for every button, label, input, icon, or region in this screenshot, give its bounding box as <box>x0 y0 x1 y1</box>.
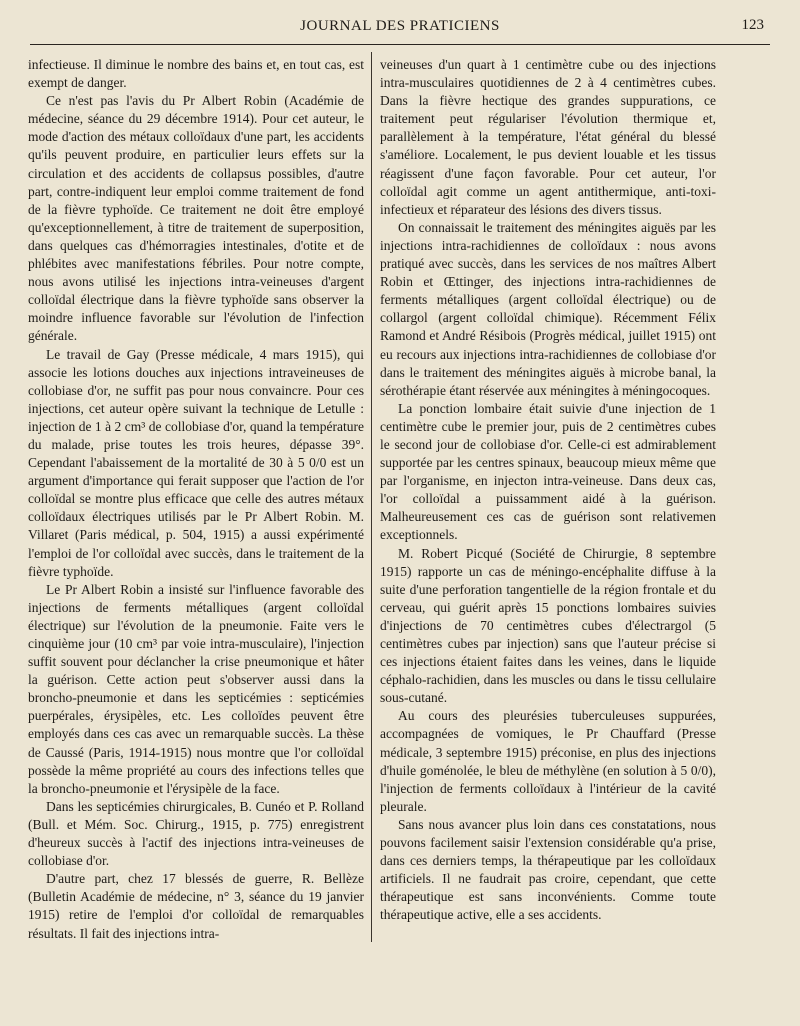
page-header <box>30 14 770 45</box>
paragraph: M. Robert Picqué (Société de Chirurgie, 8 septembre 1915) rapporte un cas de méningo-encéphalite diffuse à la suite d'une perforation tangentielle de la région frontale et du cerveau, qui guérit après 15 ponctions lombaires suivies d'injections de 70 centimètres cubes d'électrargol (5 centimètres cubes par injection) sans que l'auteur précise si ces injections étaient faites dans les veines, dans le liquide céphalo-rachidien, dans les muscles ou dans le tissu cellulaire sous-cutané. <box>380 545 716 706</box>
column-divider <box>371 52 372 942</box>
paragraph: Le travail de Gay (Presse médicale, 4 mars 1915), qui associe les lotions douches aux injections intraveineuses de collobiase d'or, ne suffit pas pour nous convaincre. Pour ces injections, cet auteur opère suivant la technique de Letulle : injection de 1 à 2 cm³ de collobiase d'or, quand la température du malade, prise toutes les trois heures, dépasse 39°. Cependant l'abaissement de la mortalité de 30 à 5 0/0 est un argument d'importance qui ferait supposer que l'action de l'or colloïdal se montre plus efficace que celle des autres métaux colloïdaux électriques utilisés par le Pr Albert Robin. M. Villaret (Paris médical, p. 504, 1915) a aussi expérimenté l'emploi de l'or colloïdal avec succès, dans le traitement de la fièvre typhoïde. <box>28 346 364 579</box>
paragraph: D'autre part, chez 17 blessés de guerre, R. Bellèze (Bulletin Académie de médecine, n° 3, séance du 19 janvier 1915) retire de l'emploi d'or colloïdal de remarquables résultats. Il fait des injections intra- <box>28 871 364 941</box>
paragraph: On connaissait le traitement des méningites aiguës par les injections intra-rachidiennes de colloïdaux : nous avons pratiqué avec succès, dans les services de nos maîtres Albert Robin et Œttinger, des injections intra-rachidiennes de ferments métalliques (argent colloïdal électrique) ou de collargol (argent colloïdal chimique). Récemment Félix Ramond et André Résibois (Progrès médical, juillet 1915) ont eu recours aux injections intra-rachidiennes de collobiase d'or dans le traitement des méningites aiguës à microbe banal, la sérothérapie étant réservée aux méningites à méningocoques. <box>380 219 716 398</box>
paragraph: infectieuse. Il diminue le nombre des bains et, en tout cas, est exempt de danger. <box>28 57 364 91</box>
left-column <box>28 56 364 943</box>
paragraph: Le Pr Albert Robin a insisté sur l'influence favorable des injections de ferments métalliques (argent colloïdal électrique) sur l'évolution de la pneumonie. Faite vers le cinquième jour (10 cm³ par voie intra-musculaire), l'injection suffit souvent pour déclancher la crise pneumonique et hâter la guérison. Cette action peut s'observer aussi dans la broncho-pneumonie et dans les septicémies : septicémies puerpérales, érysipèles, etc. Les colloïdes peuvent être employés dans ces cas avec un remarquable succès. La thèse de Caussé (Paris, 1914-1915) nous montre que l'or colloïdal possède la même propriété au cours des infections telles que la broncho-pneumonie et l'érysipèle de la face. <box>28 581 364 796</box>
paragraph: La ponction lombaire était suivie d'une injection de 1 centimètre cube le premier jour, puis de 2 centimètres cubes le second jour de collobiase d'or. Celle-ci est admirablement supportée par les centres spinaux, beaucoup mieux même que par l'organisme, en injecton intra-veineuse. Dans deux cas, l'or colloïdal a puissamment aidé à la guérison. Malheureusement ces cas de guérison sont relativemen exceptionnels. <box>380 400 716 543</box>
paragraph: Ce n'est pas l'avis du Pr Albert Robin (Académie de médecine, séance du 29 décembre 1914). Pour cet auteur, le mode d'action des métaux colloïdaux d'une part, les accidents qu'ils peuvent produire, en particulier leurs effets sur la circulation et des accidents de collapsus possibles, d'autre part, contre-indiquent leur emploi comme traitement de fond de la fièvre typhoïde. Ce traitement ne doit être employé qu'exceptionnellement, à titre de traitement de superposition, dans quelques cas d'hémorragies intestinales, d'otite et de phlébites avec manifestations fébriles. Pour notre compte, nous avons utilisé les injections intra-veineuses d'argent colloïdal électrique dans la fièvre typhoïde sans observer la moindre influence favorable sur l'évolution de l'infection générale. <box>28 93 364 344</box>
right-column <box>380 56 716 925</box>
paragraph: Sans nous avancer plus loin dans ces constatations, nous pouvons facilement saisir l'extension considérable qu'a prise, dans ces derniers temps, la thérapeutique par les colloïdaux artificiels. Il ne faudrait pas croire, cependant, que cette thérapeutique est sans inconvénients. Comme toute thérapeutique active, elle a ses accidents. <box>380 816 716 923</box>
paragraph: Dans les septicémies chirurgicales, B. Cunéo et P. Rolland (Bull. et Mém. Soc. Chirurg., 1915, p. 775) enregistrent d'heureux succès à l'actif des injections intra-veineuses de collobiase d'or. <box>28 798 364 869</box>
paragraph: Au cours des pleurésies tuberculeuses suppurées, accompagnées de vomiques, le Pr Chauffard (Presse médicale, 3 septembre 1915) préconise, en plus des injections d'huile goménolée, le bleu de méthylène (en solution à 5 0/0), l'injection de ferments colloïdaux à l'intérieur de la cavité pleurale. <box>380 708 716 814</box>
page-number: 123 <box>741 17 764 33</box>
running-title: JOURNAL DES PRATICIENS <box>300 18 500 34</box>
paragraph: veineuses d'un quart à 1 centimètre cube ou des injections intra-musculaires quotidiennes de 2 à 4 centimètres cubes. Dans la fièvre hectique des grandes suppurations, ce traitement peut régulariser l'évolution thermique et, parallèlement à la température, l'état général du blessé s'améliore. Localement, le pus devient louable et les tissus réagissent d'une façon favorable. Pour cet auteur, l'or colloïdal agit comme un agent antithermique, anti-toxi-infectieux et réparateur des lésions des divers tissus. <box>380 57 716 217</box>
